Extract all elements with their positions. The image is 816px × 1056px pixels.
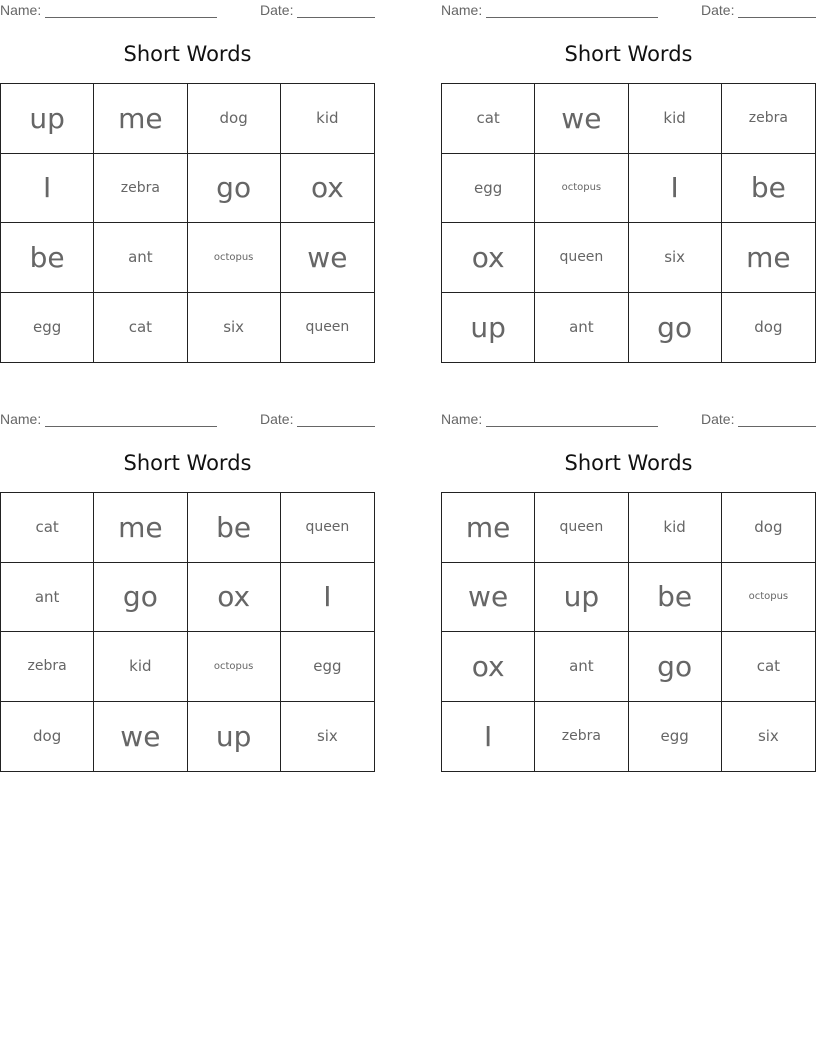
grid-cell: queen bbox=[535, 223, 628, 293]
grid-cell: dog bbox=[188, 84, 281, 154]
name-date-bar bbox=[0, 411, 375, 427]
grid-cell: octopus bbox=[722, 563, 815, 633]
grid-cell: six bbox=[757, 727, 779, 746]
grid-cell: octopus bbox=[188, 223, 281, 293]
grid-cell: we bbox=[281, 223, 374, 293]
bingo-grid bbox=[0, 492, 375, 772]
grid-cell: be bbox=[722, 154, 815, 224]
grid-cell: cat bbox=[1, 493, 94, 563]
grid-cell: we bbox=[442, 563, 535, 633]
bingo-grid bbox=[441, 492, 816, 772]
grid-cell: six bbox=[316, 727, 338, 746]
grid-cell: me bbox=[94, 493, 187, 563]
name-date-bar bbox=[441, 2, 816, 18]
name-label: Name: bbox=[0, 2, 42, 18]
grid-cell: me bbox=[442, 493, 535, 563]
name-label: Name: bbox=[441, 411, 483, 427]
grid-cell: kid bbox=[629, 493, 722, 563]
grid-cell: queen bbox=[281, 493, 374, 563]
grid-cell: octopus bbox=[188, 632, 281, 702]
grid-cell: six bbox=[188, 293, 281, 363]
grid-cell: be bbox=[629, 563, 722, 633]
grid-cell: kid bbox=[281, 84, 374, 154]
date-line bbox=[738, 17, 816, 18]
date-line bbox=[297, 17, 375, 18]
grid-cell: I bbox=[1, 154, 94, 224]
grid-cell: up bbox=[535, 563, 628, 633]
grid-cell: up bbox=[188, 702, 281, 772]
grid-cell: zebra bbox=[94, 154, 187, 224]
grid-cell: we bbox=[535, 84, 628, 154]
card-title: Short Words bbox=[123, 42, 252, 66]
bingo-grid bbox=[0, 83, 375, 363]
grid-cell: ant bbox=[535, 293, 628, 363]
name-date-bar bbox=[441, 411, 816, 427]
grid-cell: be bbox=[188, 493, 281, 563]
grid-cell: ant bbox=[535, 632, 628, 702]
date-label: Date: bbox=[260, 2, 294, 18]
grid-cell: ox bbox=[442, 632, 535, 702]
grid-cell: zebra bbox=[722, 84, 815, 154]
grid-cell: egg bbox=[442, 154, 535, 224]
date-label: Date: bbox=[701, 411, 735, 427]
grid-cell: go bbox=[629, 293, 722, 363]
grid-cell: queen bbox=[305, 319, 350, 336]
grid-cell: I bbox=[281, 563, 374, 633]
grid-cell: cat bbox=[94, 293, 187, 363]
grid-cell: octopus bbox=[535, 154, 628, 224]
grid-cell: go bbox=[629, 632, 722, 702]
grid-cell: I bbox=[442, 702, 535, 772]
card-title: Short Words bbox=[123, 451, 252, 475]
date-label: Date: bbox=[701, 2, 735, 18]
name-label: Name: bbox=[441, 2, 483, 18]
bingo-grid bbox=[441, 83, 816, 363]
name-line bbox=[486, 426, 658, 427]
name-line bbox=[45, 17, 217, 18]
grid-cell: egg bbox=[281, 632, 374, 702]
grid-cell: cat bbox=[722, 632, 815, 702]
grid-cell: ox bbox=[281, 154, 374, 224]
grid-cell: zebra bbox=[535, 702, 628, 772]
grid-cell: dog bbox=[754, 318, 783, 337]
date-line bbox=[738, 426, 816, 427]
grid-cell: queen bbox=[535, 493, 628, 563]
grid-cell: zebra bbox=[1, 632, 94, 702]
grid-cell: me bbox=[722, 223, 815, 293]
grid-cell: go bbox=[94, 563, 187, 633]
grid-cell: dog bbox=[1, 702, 94, 772]
date-label: Date: bbox=[260, 411, 294, 427]
grid-cell: I bbox=[629, 154, 722, 224]
grid-cell: ant bbox=[1, 563, 94, 633]
grid-cell: egg bbox=[629, 702, 722, 772]
grid-cell: ox bbox=[442, 223, 535, 293]
grid-cell: egg bbox=[1, 293, 94, 363]
grid-cell: me bbox=[94, 84, 187, 154]
grid-cell: up bbox=[1, 84, 94, 154]
date-line bbox=[297, 426, 375, 427]
grid-cell: up bbox=[442, 293, 535, 363]
name-label: Name: bbox=[0, 411, 42, 427]
name-date-bar bbox=[0, 2, 375, 18]
grid-cell: we bbox=[94, 702, 187, 772]
grid-cell: be bbox=[1, 223, 94, 293]
card-title: Short Words bbox=[564, 42, 693, 66]
grid-cell: ant bbox=[94, 223, 187, 293]
grid-cell: dog bbox=[722, 493, 815, 563]
card-title: Short Words bbox=[564, 451, 693, 475]
grid-cell: kid bbox=[629, 84, 722, 154]
grid-cell: six bbox=[629, 223, 722, 293]
name-line bbox=[45, 426, 217, 427]
grid-cell: cat bbox=[442, 84, 535, 154]
grid-cell: go bbox=[188, 154, 281, 224]
name-line bbox=[486, 17, 658, 18]
grid-cell: ox bbox=[188, 563, 281, 633]
grid-cell: kid bbox=[94, 632, 187, 702]
